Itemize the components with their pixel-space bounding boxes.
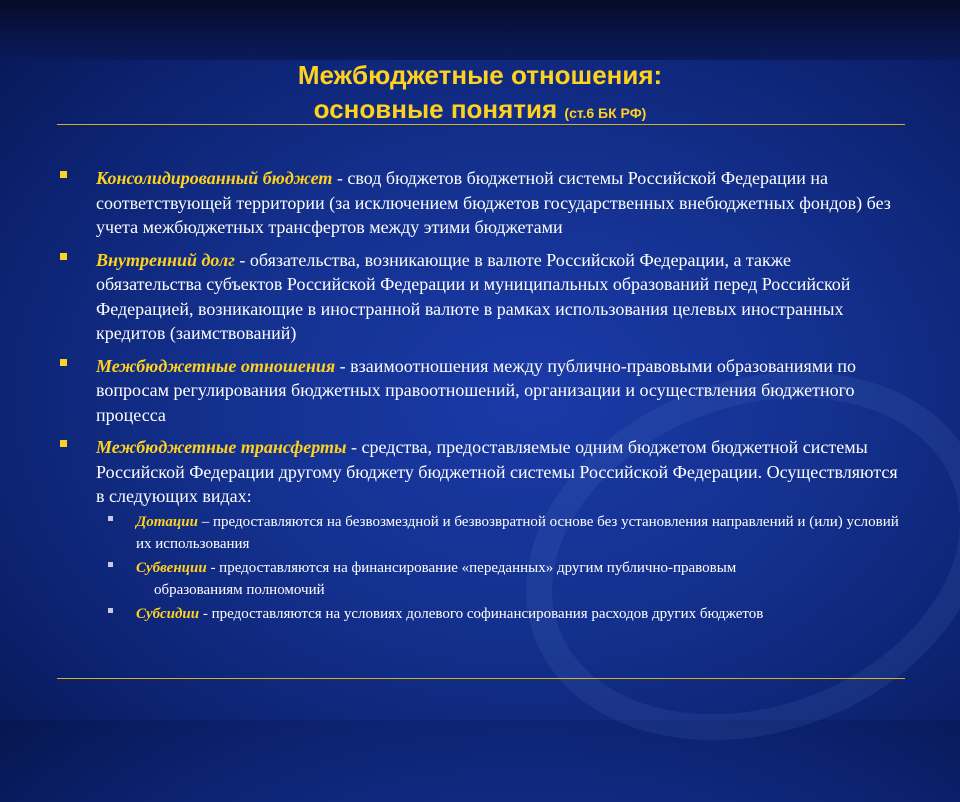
item-term: Консолидированный бюджет [96, 168, 333, 188]
sub-list-item [60, 557, 900, 601]
item-text: - средства, предоставляемые одним бюджетом бюджетной системы Российской Федерации другому бюджету бюджетной системы Российской Федерации. Осуществляются в следующих видах: [96, 437, 898, 506]
item-term: Межбюджетные трансферты [96, 437, 347, 457]
square-bullet-icon [60, 359, 67, 366]
square-bullet-icon [108, 516, 113, 521]
item-text: - свод бюджетов бюджетной системы Российской Федерации на соответствующей территории (за исключением бюджетов государственных внебюджетных фондов) без учета межбюджетных трансфертов между этими бюджетами [96, 168, 891, 237]
subitem-text: - предоставляются на условиях долевого софинансирования расходов других бюджетов [199, 605, 764, 622]
item-text: - взаимоотношения между публично-правовыми образованиями по вопросам регулирования бюджетных правоотношений, организации и осуществления бюджетного процесса [96, 355, 856, 425]
slide-title [0, 58, 960, 130]
title-note: (ст.6 БК РФ) [564, 105, 647, 121]
subitem-text-continued: образованиям полномочий [154, 581, 325, 598]
subitem-text: – предоставляются на безвозмездной и безвозвратной основе без установления направлений и (или) условий их использования [136, 513, 899, 552]
square-bullet-icon [108, 562, 113, 567]
title-main: основные понятия [313, 94, 558, 124]
definitions-list [60, 166, 900, 625]
item-text: - обязательства, возникающие в валюте Российской Федерации, а также обязательства субъектов Российской Федерации и муниципальных образований перед Российской Федерацией, возникающие в иностранной валюте в рамках использования целевых иностранных кредитов (заимствований) [96, 249, 851, 343]
header-band [0, 0, 960, 60]
subitem-term: Субсидии [136, 605, 200, 622]
sub-list-item [60, 511, 900, 555]
subitem-term: Дотации [136, 513, 198, 530]
list-item [60, 166, 900, 240]
square-bullet-icon [108, 608, 113, 613]
square-bullet-icon [60, 171, 67, 178]
square-bullet-icon [60, 440, 67, 447]
sub-list-item [60, 603, 900, 625]
item-term: Внутренний долг [96, 249, 235, 270]
subitem-term: Субвенции [136, 559, 207, 576]
title-line1: Межбюджетные отношения: [297, 60, 663, 90]
footer-divider [57, 678, 905, 679]
list-item [60, 248, 900, 346]
list-item [60, 435, 900, 509]
title-divider [57, 124, 905, 125]
item-term: Межбюджетные отношения [96, 355, 336, 376]
list-item [60, 354, 900, 428]
subitem-text: - предоставляются на финансирование «переданных» другим публично-правовым [206, 559, 737, 576]
square-bullet-icon [60, 253, 67, 260]
